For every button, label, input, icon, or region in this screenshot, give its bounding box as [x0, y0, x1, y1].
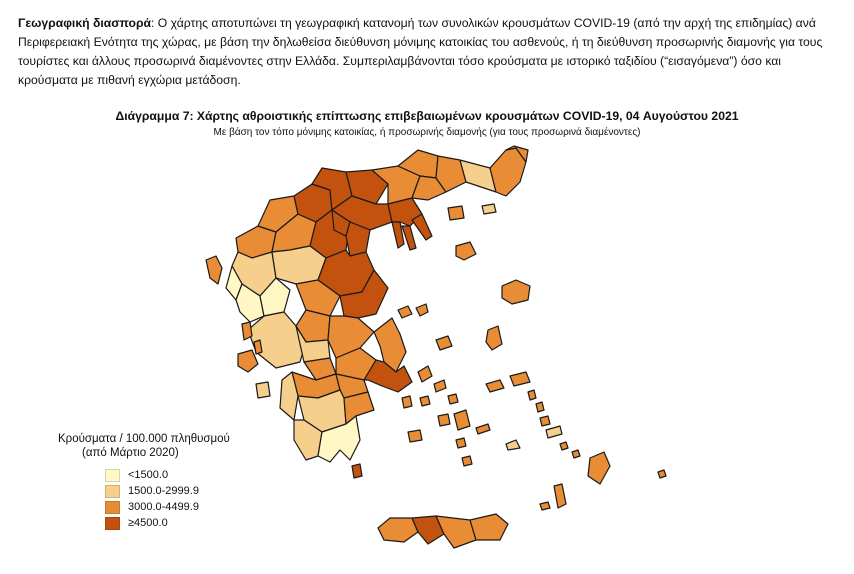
region-milos — [408, 430, 422, 442]
region-grevena — [272, 246, 326, 284]
legend-item — [105, 515, 199, 531]
region-samos — [510, 372, 530, 386]
legend-swatch — [105, 485, 120, 498]
intro-label: Γεωγραφική διασπορά — [18, 16, 152, 30]
legend-swatch — [105, 469, 120, 482]
region-andros — [418, 366, 432, 382]
region-lesvos — [502, 280, 530, 304]
region-naxos — [454, 410, 470, 430]
intro-text: : Ο χάρτης αποτυπώνει τη γεωγραφική κατανομή των συνολικών κρουσμάτων COVID-19 (από την αρχή της επιδημίας) ανά Περιφερειακή Ενότητα της χώρας, με βάση την δηλωθείσα διεύθυνση μόνιμης κατοικίας του ασθενούς, ή τη διεύθυνση προσωρινής διαμονής για τους τουρίστες και άλλους προσωρινά διαμένοντες στην Ελλάδα. Συμπεριλαμβάνονται τόσο κρούσματα με ιστορικό ταξιδίου (“εισαγόμενα”) όσο και κρούσματα με πιθανή εγχώρια μετάδοση. — [18, 16, 823, 87]
region-leros — [536, 402, 544, 412]
region-syros — [420, 396, 430, 406]
legend-title — [58, 432, 258, 460]
legend-title-line2: (από Μάρτιο 2020) — [82, 447, 179, 459]
region-karpathos — [554, 484, 566, 508]
region-ithaca — [254, 340, 262, 354]
legend-item — [105, 467, 199, 483]
region-lasithi — [470, 514, 508, 540]
region-corfu — [206, 256, 222, 284]
legend-label: 3000.0-4499.9 — [128, 501, 199, 513]
region-patmos — [528, 390, 536, 400]
legend-swatch — [105, 517, 120, 530]
map-subtitle: Με βάση τον τόπο μόνιμης κατοικίας, ή προσωρινής διαμονής (για τους προσωρινά διαμένοντες) — [213, 127, 641, 138]
region-kos — [546, 426, 562, 438]
region-kythira — [352, 464, 362, 478]
region-kea — [402, 396, 412, 408]
region-mykonos — [448, 394, 458, 404]
region-kalymnos — [540, 416, 550, 426]
region-rhodes — [588, 452, 610, 484]
region-sporades-1 — [398, 306, 412, 318]
region-lefkada — [242, 322, 252, 340]
region-santorini — [462, 456, 472, 466]
region-tilos — [572, 450, 580, 458]
region-samothraki — [482, 204, 496, 214]
legend-label: 1500.0-2999.9 — [128, 485, 199, 497]
region-chania — [378, 518, 418, 542]
region-chios — [486, 326, 502, 350]
region-astypalaia — [506, 440, 520, 450]
region-nisyros — [560, 442, 568, 450]
region-sporades-2 — [416, 304, 428, 316]
region-chalkidiki-leg2 — [402, 226, 416, 250]
region-tinos — [434, 380, 446, 392]
legend-title-line1: Κρούσματα / 100.000 πληθυσμού — [58, 433, 230, 445]
region-skyros — [436, 336, 452, 350]
region-thasos — [448, 206, 464, 220]
region-ikaria — [486, 380, 504, 392]
legend-label: ≥4500.0 — [128, 517, 168, 529]
region-kastellorizo — [658, 470, 666, 478]
region-ios — [456, 438, 466, 448]
legend-item — [105, 499, 199, 515]
map-legend — [105, 467, 199, 531]
region-amorgos — [476, 424, 490, 434]
map-title: Διάγραμμα 7: Χάρτης αθροιστικής επίπτωσης επιβεβαιωμένων κρουσμάτων COVID-19, 04 Αυγούστου 2021 — [115, 109, 739, 123]
region-kefalonia — [238, 350, 258, 372]
legend-swatch — [105, 501, 120, 514]
region-kasos — [540, 502, 550, 510]
region-lemnos — [456, 242, 476, 260]
region-paros — [438, 414, 450, 426]
region-zakynthos — [256, 382, 270, 398]
legend-item — [105, 483, 199, 499]
region-rodopi — [460, 160, 496, 192]
legend-label: <1500.0 — [128, 469, 169, 481]
region-argolida — [344, 392, 374, 424]
region-chalkidiki-leg3 — [412, 214, 432, 240]
